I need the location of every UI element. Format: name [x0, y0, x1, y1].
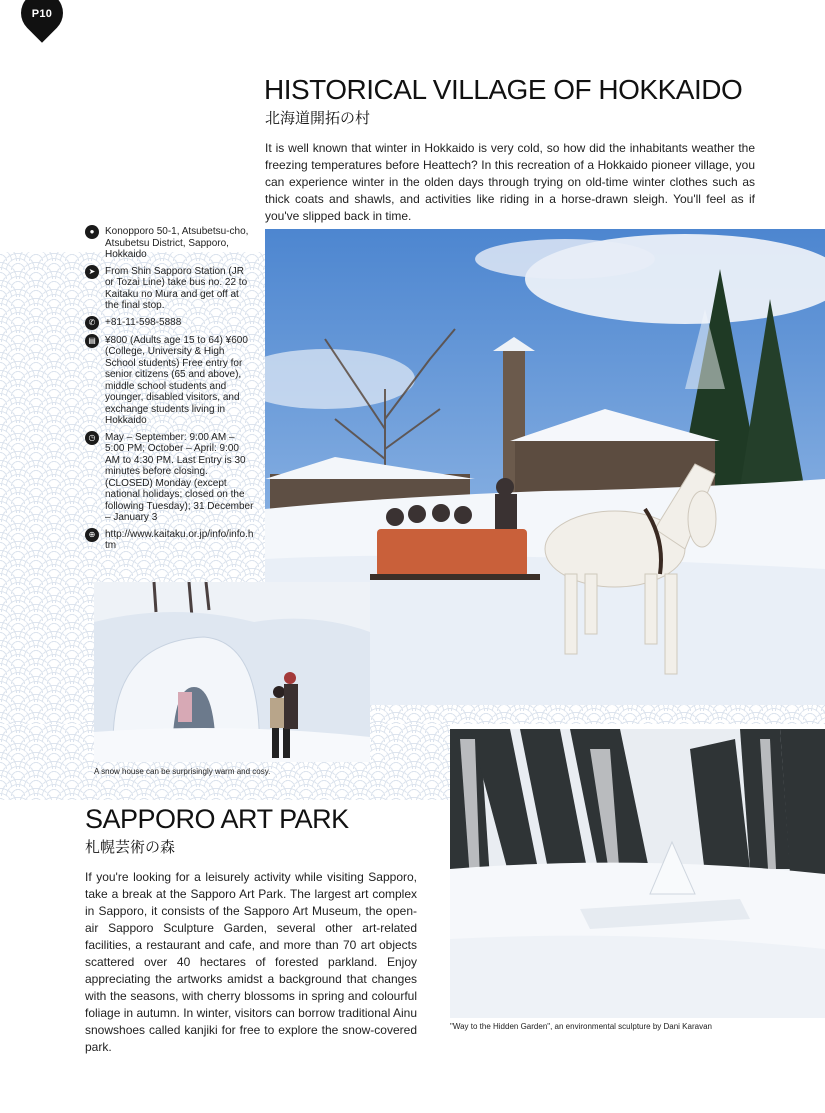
info-price — [85, 335, 255, 427]
info-phone-text: +81-11-598-5888 — [105, 316, 182, 328]
page-number: P10 — [31, 8, 53, 20]
info-url-link[interactable]: http://www.kaitaku.or.jp/info/info.htm — [105, 528, 254, 551]
phone-icon: ✆ — [85, 316, 99, 330]
info-address — [85, 226, 255, 261]
art-park-body: If you're looking for a leisurely activity while visiting Sapporo, take a break at the Sapporo Art Park. The largest art complex in Sapporo, it consists of the Sapporo Art Museum, the open-air Sapporo Sculpture Garden, several other art-related facilities, a restaurant and cafe, and more than 70 art objects scattered over 40 hectares of forested parkland. Enjoy appreciating the artworks amidst a background that changes with the seasons, with cherry blossoms in spring and colourful foliage in autumn. In winter, visitors can borrow traditional Ainu snowshoes called kanjiki for free to explore the snow-covered park. — [85, 870, 417, 1054]
art-park-title: SAPPORO ART PARK — [85, 804, 349, 834]
info-hours-text: May – September: 9:00 AM – 5:00 PM; October – April: 9:00 AM to 4:30 PM. Last Entry is 30 minutes before closing. (CLOSED) Monday (except national holidays; closed on the following Tuesday); 31 December – January 3 — [105, 431, 254, 523]
village-info-list — [85, 226, 255, 557]
sculpture-photo — [450, 729, 825, 1018]
info-access-text: From Shin Sapporo Station (JR or Tozai Line) take bus no. 22 to Kaitaku no Mura and get off at the final stop. — [105, 265, 248, 311]
info-hours — [85, 432, 255, 524]
globe-icon: ⊕ — [85, 528, 99, 542]
snow-house-caption: A snow house can be surprisingly warm and cosy. — [94, 767, 271, 776]
ticket-icon: ▤ — [85, 334, 99, 348]
page-number-badge — [12, 0, 71, 43]
village-intro: It is well known that winter in Hokkaido is very cold, so how did the inhabitants weather the freezing temperatures before Heattech? In this recreation of a Hokkaido pioneer village, you can experience winter in the olden days through trying on old-time winter clothes such as thick coats and shawls, and activities like riding in a horse-drawn sleigh. You'll feel as if you've slipped back in time. — [265, 141, 755, 223]
info-phone — [85, 317, 255, 330]
info-price-text: ¥800 (Adults age 15 to 64) ¥600 (College, University & High School students) Free entry for senior citizens (65 and above), middle school students and younger, disabled visitors, and exchange students living in Hokkaido — [105, 334, 248, 426]
village-title-jp: 北海道開拓の村 — [265, 110, 371, 127]
clock-icon: ◷ — [85, 431, 99, 445]
snow-house-photo — [94, 582, 370, 762]
info-address-text: Konopporo 50-1, Atsubetsu-cho, Atsubetsu District, Sapporo, Hokkaido — [105, 226, 249, 260]
send-arrow-icon: ➤ — [85, 265, 99, 279]
art-park-title-jp: 札幌芸術の森 — [85, 839, 176, 856]
sculpture-caption: "Way to the Hidden Garden", an environmental sculpture by Dani Karavan — [450, 1022, 712, 1031]
info-url[interactable] — [85, 529, 255, 552]
location-pin-icon: ● — [85, 225, 99, 239]
info-access — [85, 266, 255, 312]
village-title: HISTORICAL VILLAGE OF HOKKAIDO — [264, 74, 743, 105]
